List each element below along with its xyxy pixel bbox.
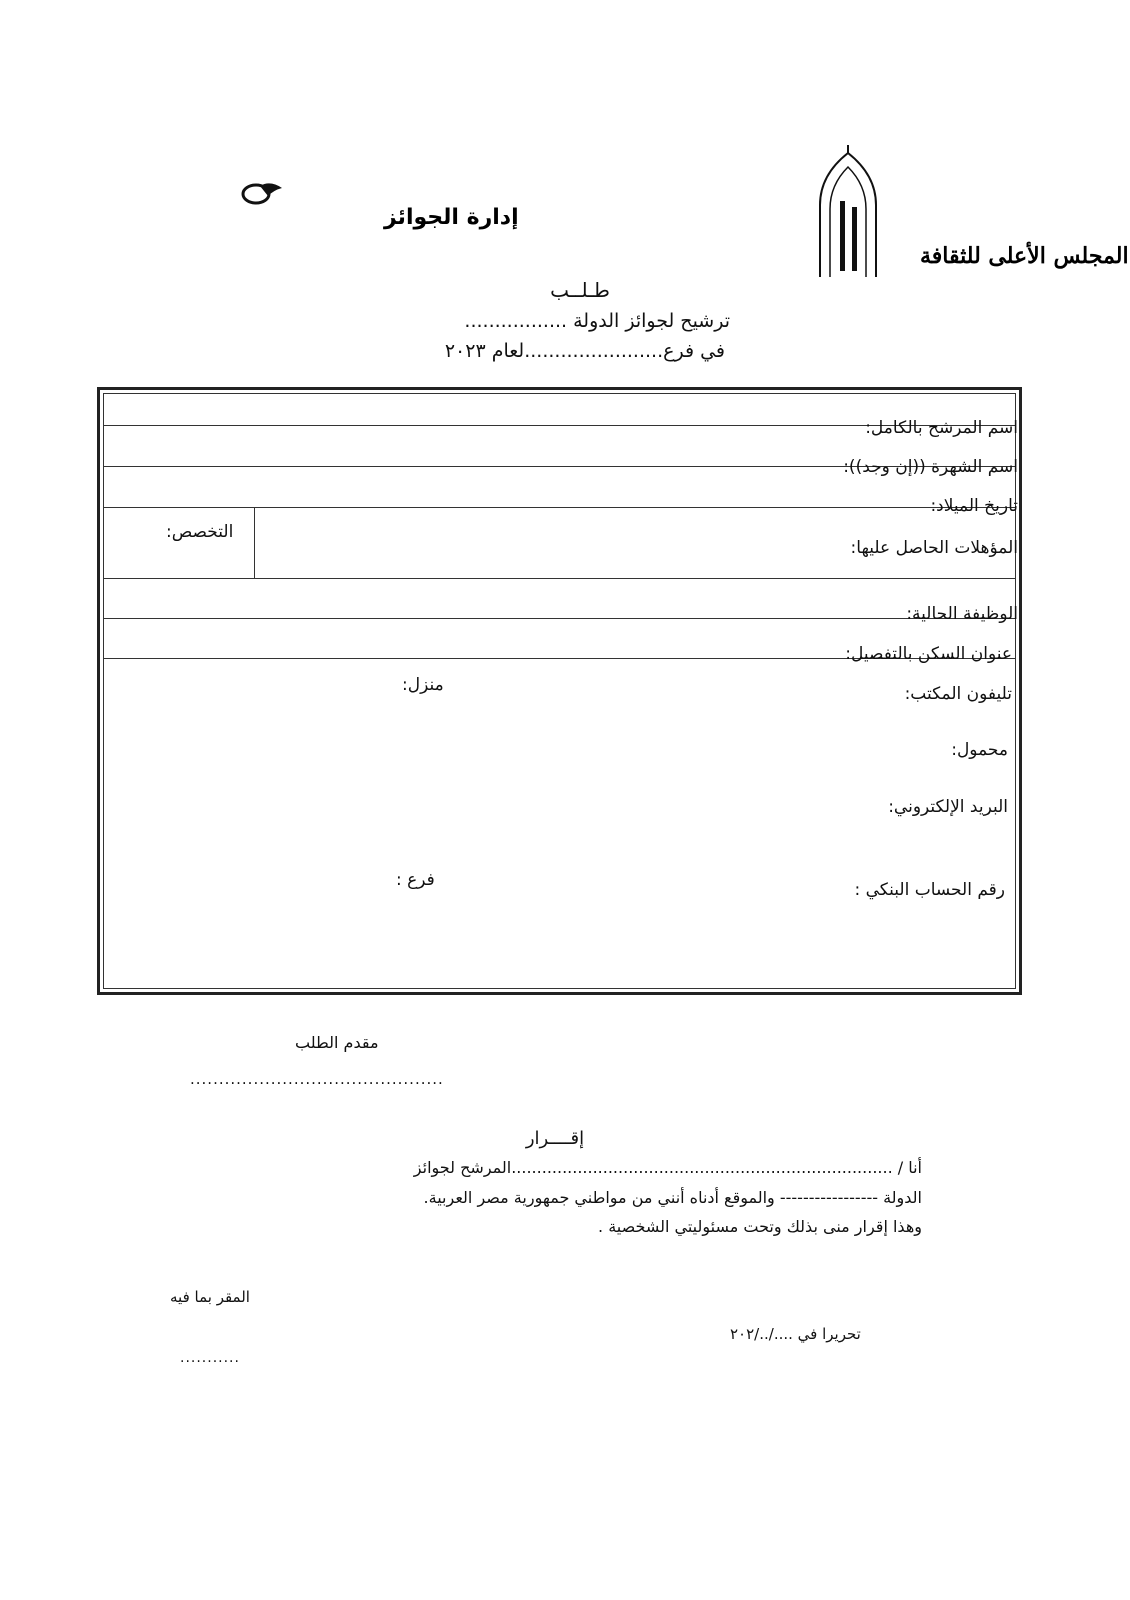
field-email[interactable]: البريد الإلكتروني:	[888, 797, 1008, 817]
supreme-council-logo	[760, 145, 1129, 280]
field-address[interactable]: عنوان السكن بالتفصيل:	[845, 644, 1012, 664]
declaration-date: تحريرا في ..../../٢٠٢	[730, 1325, 861, 1343]
form-subtitle-nomination: ترشيح لجوائز الدولة .................	[464, 310, 730, 332]
declaration-line-2: الدولة ----------------- والموقع أدناه أنني من مواطني جمهورية مصر العربية.	[423, 1188, 922, 1207]
form-subtitle-branch-year: في فرع.......................لعام ٢٠٢٣	[444, 340, 725, 362]
applicant-label: مقدم الطلب	[295, 1033, 379, 1052]
row-divider	[104, 507, 1015, 508]
field-office-phone[interactable]: تليفون المكتب:	[904, 684, 1012, 704]
declaration-line-1: أنا / ...........................................................................المرشح لجوائز	[413, 1158, 922, 1177]
logo-left-text: إدارة الجوائز	[384, 205, 519, 230]
field-mobile[interactable]: محمول:	[951, 740, 1008, 760]
awards-department-logo	[236, 180, 519, 230]
field-birth-date[interactable]: تاريخ الميلاد:	[930, 496, 1018, 516]
field-nickname[interactable]: اسم الشهرة ((إن وجد)):	[843, 457, 1018, 477]
row-divider	[104, 618, 1015, 619]
field-bank-account[interactable]: رقم الحساب البنكي :	[854, 880, 1005, 900]
field-full-name[interactable]: اسم المرشح بالكامل:	[865, 418, 1018, 438]
logo-right-text: المجلس الأعلى للثقافة	[920, 243, 1129, 269]
field-branch[interactable]: فرع :	[396, 870, 435, 890]
awards-logo-icon	[236, 180, 519, 230]
declaration-title: إقــــرار	[525, 1128, 585, 1149]
declarant-signature-line[interactable]: ...........	[180, 1350, 240, 1366]
applicant-signature-line[interactable]: ............................................	[190, 1070, 444, 1088]
field-home-phone[interactable]: منزل:	[402, 675, 444, 695]
dome-arch-icon	[760, 145, 1129, 280]
row-divider	[104, 578, 1015, 579]
form-title: طـلــب	[550, 278, 610, 302]
column-divider	[254, 507, 255, 578]
field-qualifications[interactable]: المؤهلات الحاصل عليها:	[850, 538, 1018, 558]
field-current-job[interactable]: الوظيفة الحالية:	[906, 604, 1018, 624]
declarant-label: المقر بما فيه	[170, 1288, 250, 1306]
declaration-line-3: وهذا إقرار منى بذلك وتحت مسئوليتي الشخصية .	[598, 1217, 922, 1236]
field-specialization[interactable]: التخصص:	[166, 522, 234, 542]
